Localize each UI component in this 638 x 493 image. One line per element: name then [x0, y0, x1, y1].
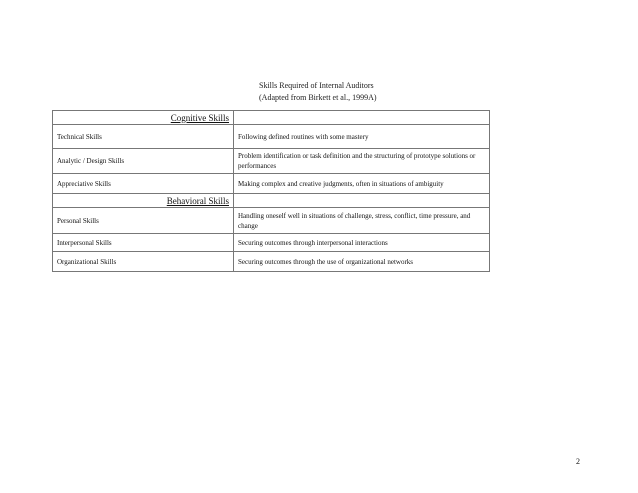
page-number: 2	[576, 457, 580, 466]
section-header-row-cognitive	[53, 111, 490, 125]
section-header-blank	[234, 111, 490, 125]
title-line-1: Skills Required of Internal Auditors	[259, 81, 374, 90]
table-row	[53, 125, 490, 149]
section-heading-cognitive: Cognitive Skills	[53, 111, 234, 125]
table-title	[259, 80, 377, 104]
skill-description: Following defined routines with some mastery	[234, 125, 490, 149]
skill-name: Organizational Skills	[53, 252, 234, 272]
table-row	[53, 252, 490, 272]
section-heading-behavioral: Behavioral Skills	[53, 194, 234, 208]
table-row	[53, 149, 490, 174]
skill-description: Handling oneself well in situations of challenge, stress, conflict, time pressure, and change	[234, 208, 490, 234]
skill-name: Analytic / Design Skills	[53, 149, 234, 174]
table-row	[53, 208, 490, 234]
table-row	[53, 234, 490, 252]
skill-name: Interpersonal Skills	[53, 234, 234, 252]
skill-description: Problem identification or task definition and the structuring of prototype solutions or performances	[234, 149, 490, 174]
skill-name: Appreciative Skills	[53, 174, 234, 194]
table-row	[53, 174, 490, 194]
section-header-blank	[234, 194, 490, 208]
title-line-2: (Adapted from Birkett et al., 1999A)	[259, 93, 377, 102]
skill-name: Technical Skills	[53, 125, 234, 149]
skill-description: Securing outcomes through interpersonal interactions	[234, 234, 490, 252]
skill-name: Personal Skills	[53, 208, 234, 234]
section-header-row-behavioral	[53, 194, 490, 208]
skill-description: Securing outcomes through the use of organizational networks	[234, 252, 490, 272]
skills-table	[52, 110, 490, 272]
skill-description: Making complex and creative judgments, often in situations of ambiguity	[234, 174, 490, 194]
